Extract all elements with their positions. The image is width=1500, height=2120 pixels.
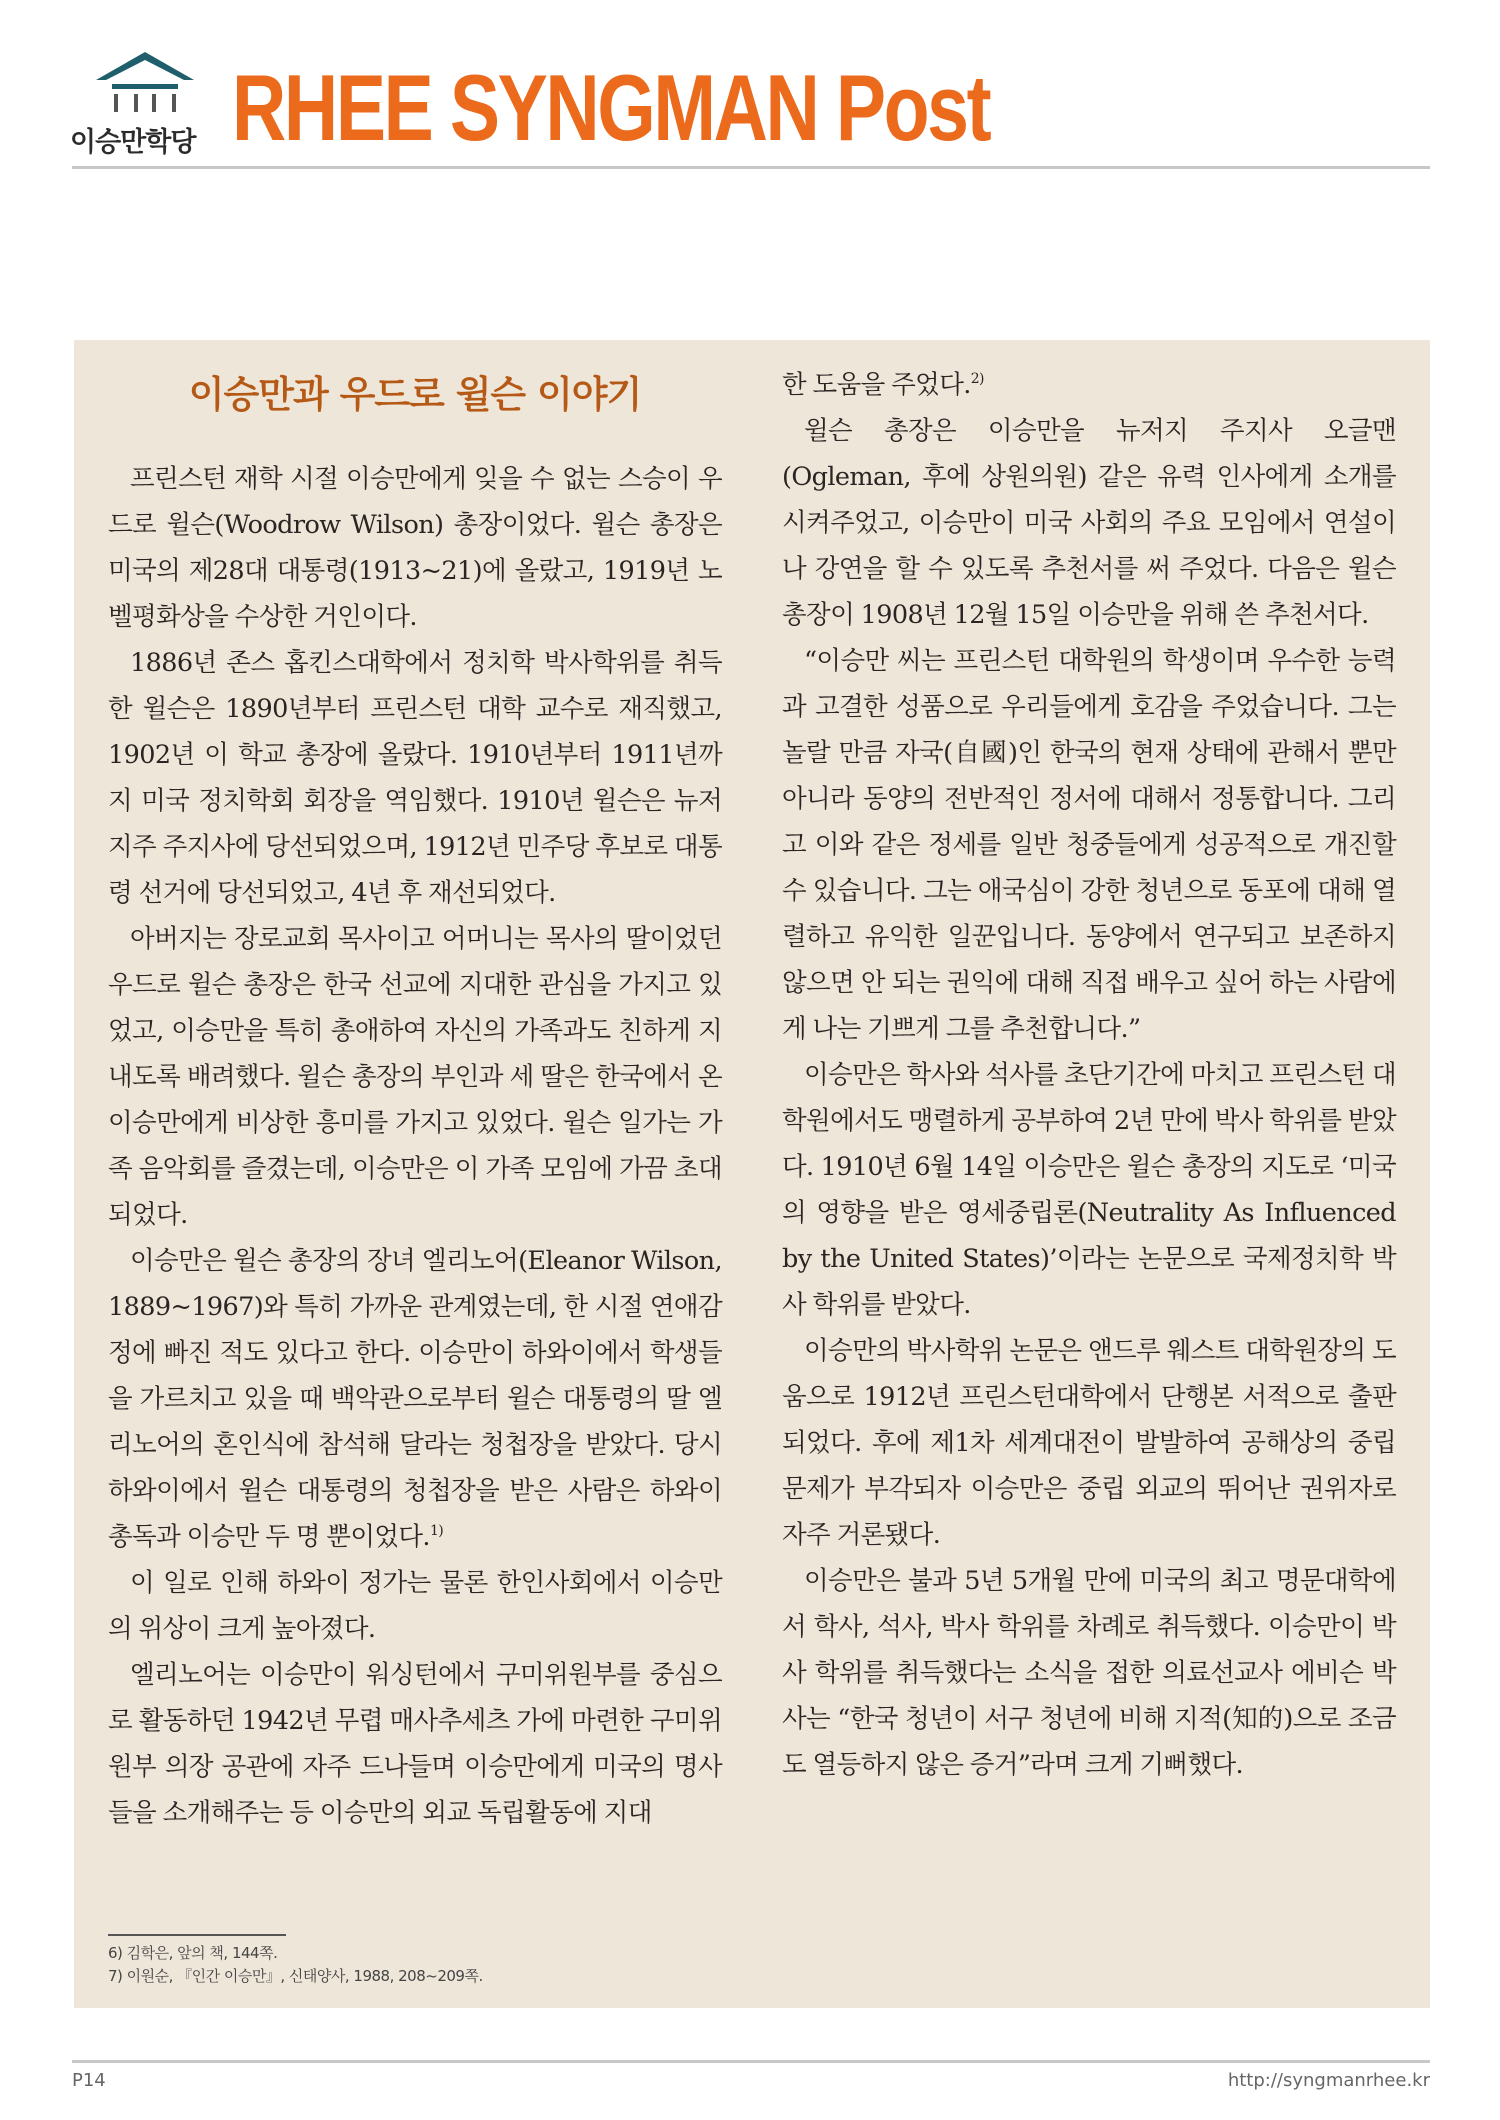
paragraph-with-footnote [108, 1238, 722, 1560]
footnote-ref: 1) [429, 1523, 444, 1539]
footnote-ref: 2) [970, 371, 984, 387]
paragraph: 엘리노어는 이승만이 워싱턴에서 구미위원부를 중심으로 활동하던 1942년 무렵 매사추세츠 가에 마련한 구미위원부 의장 공관에 자주 드나들며 이승만에게 미국의 명사들을 소개해주는 등 이승만의 외교 독립활동에 지대 [108, 1660, 722, 1828]
article-title: 이승만과 우드로 윌슨 이야기 [188, 373, 642, 416]
school-house-icon [90, 50, 200, 118]
footnote-divider [108, 1934, 286, 1936]
paragraph-text: 한 도움을 주었다. [782, 370, 971, 400]
paragraph: 아버지는 장로교회 목사이고 어머니는 목사의 딸이었던 우드로 윌슨 총장은 한국 선교에 지대한 관심을 가지고 있었고, 이승만을 특히 총애하여 자신의 가족과도 친하게 지내도록 배려했다. 윌슨 총장의 부인과 세 딸은 한국에서 온 이승만에게 비상한 흥미를 가지고 있었다. 윌슨 일가는 가족 음악회를 즐겼는데, 이승만은 이 가족 모임에 가끔 초대되었다. [108, 924, 722, 1230]
logo-text: 이승만학당 [70, 127, 196, 158]
paragraph: 이 일로 인해 하와이 정가는 물론 한인사회에서 이승만의 위상이 크게 높아졌다. [108, 1568, 722, 1644]
footnotes [108, 1942, 908, 1988]
article-panel [74, 340, 1430, 2008]
paragraph: 이승만은 학사와 석사를 초단기간에 마치고 프린스턴 대학원에서도 맹렬하게 공부하여 2년 만에 박사 학위를 받았다. 1910년 6월 14일 이승만은 윌슨 총장의 지도로 ‘미국의 영향을 받은 영세중립론(Neutrality As Influenced by the United States)’이라는 논문으로 국제정치학 박사 학위를 받았다. [782, 1060, 1396, 1320]
paragraph: 윌슨 총장은 이승만을 뉴저지 주지사 오글맨(Ogleman, 후에 상원의원) 같은 유력 인사에게 소개를 시켜주었고, 이승만이 미국 사회의 주요 모임에서 연설이나 강연을 할 수 있도록 추천서를 써 주었다. 다음은 윌슨 총장이 1908년 12월 15일 이승만을 위해 쓴 추천서다. [782, 416, 1396, 630]
brand-title: RHEE SYNGMAN Post [232, 55, 990, 160]
article-left-column [108, 340, 722, 1836]
website-link[interactable]: http://syngmanrhee.kr [1227, 2070, 1430, 2091]
article-right-column [782, 340, 1396, 1788]
paragraph: “이승만 씨는 프린스턴 대학원의 학생이며 우수한 능력과 고결한 성품으로 우리들에게 호감을 주었습니다. 그는 놀랄 만큼 자국(自國)인 한국의 현재 상태에 관해서 뿐만 아니라 동양의 전반적인 정서에 대해서 정통합니다. 그리고 이와 같은 정세를 일반 청중들에게 성공적으로 개진할 수 있습니다. 그는 애국심이 강한 청년으로 동포에 대해 열렬하고 유익한 일꾼입니다. 동양에서 연구되고 보존하지 않으면 안 되는 권익에 대해 직접 배우고 싶어 하는 사람에게 나는 기쁘게 그를 추천합니다.” [782, 646, 1396, 1044]
footer-divider [72, 2060, 1430, 2063]
paragraph: 이승만의 박사학위 논문은 앤드루 웨스트 대학원장의 도움으로 1912년 프린스턴대학에서 단행본 서적으로 출판되었다. 후에 제1차 세계대전이 발발하여 공해상의 중립 문제가 부각되자 이승만은 중립 외교의 뛰어난 권위자로 자주 거론됐다. [782, 1336, 1396, 1550]
footnote: 6) 김학은, 앞의 책, 144쪽. [108, 1944, 278, 1962]
paragraph-text: 이승만은 윌슨 총장의 장녀 엘리노어(Eleanor Wilson, 1889~1967)와 특히 가까운 관계였는데, 한 시절 연애감정에 빠진 적도 있다고 한다. 이승만이 하와이에서 학생들을 가르치고 있을 때 백악관으로부터 윌슨 대통령의 딸 엘리노어의 혼인식에 참석해 달라는 청첩장을 받았다. 당시 하와이에서 윌슨 대통령의 청첩장을 받은 사람은 하와이 총독과 이승만 두 명 뿐이었다. [108, 1246, 722, 1552]
footnote: 7) 이원순, 『인간 이승만』, 신태양사, 1988, 208~209쪽. [108, 1967, 483, 1985]
paragraph: 프린스턴 재학 시절 이승만에게 잊을 수 없는 스승이 우드로 윌슨(Woodrow Wilson) 총장이었다. 윌슨 총장은 미국의 제28대 대통령(1913~21)에 올랐고, 1919년 노벨평화상을 수상한 거인이다. [108, 464, 722, 632]
paragraph: 1886년 존스 홉킨스대학에서 정치학 박사학위를 취득한 윌슨은 1890년부터 프린스턴 대학 교수로 재직했고, 1902년 이 학교 총장에 올랐다. 1910년부터 1911년까지 미국 정치학회 회장을 역임했다. 1910년 윌슨은 뉴저지주 주지사에 당선되었으며, 1912년 민주당 후보로 대통령 선거에 당선되었고, 4년 후 재선되었다. [108, 648, 722, 908]
header-divider [72, 166, 1430, 169]
paragraph: 이승만은 불과 5년 5개월 만에 미국의 최고 명문대학에서 학사, 석사, 박사 학위를 차례로 취득했다. 이승만이 박사 학위를 취득했다는 소식을 접한 의료선교사 에비슨 박사는 “한국 청년이 서구 청년에 비해 지적(知的)으로 조금도 열등하지 않은 증거”라며 크게 기뻐했다. [782, 1566, 1396, 1780]
masthead [70, 50, 1430, 160]
logo[interactable] [70, 50, 210, 160]
paragraph-continuation [782, 362, 1396, 408]
page-number: P14 [72, 2070, 106, 2091]
